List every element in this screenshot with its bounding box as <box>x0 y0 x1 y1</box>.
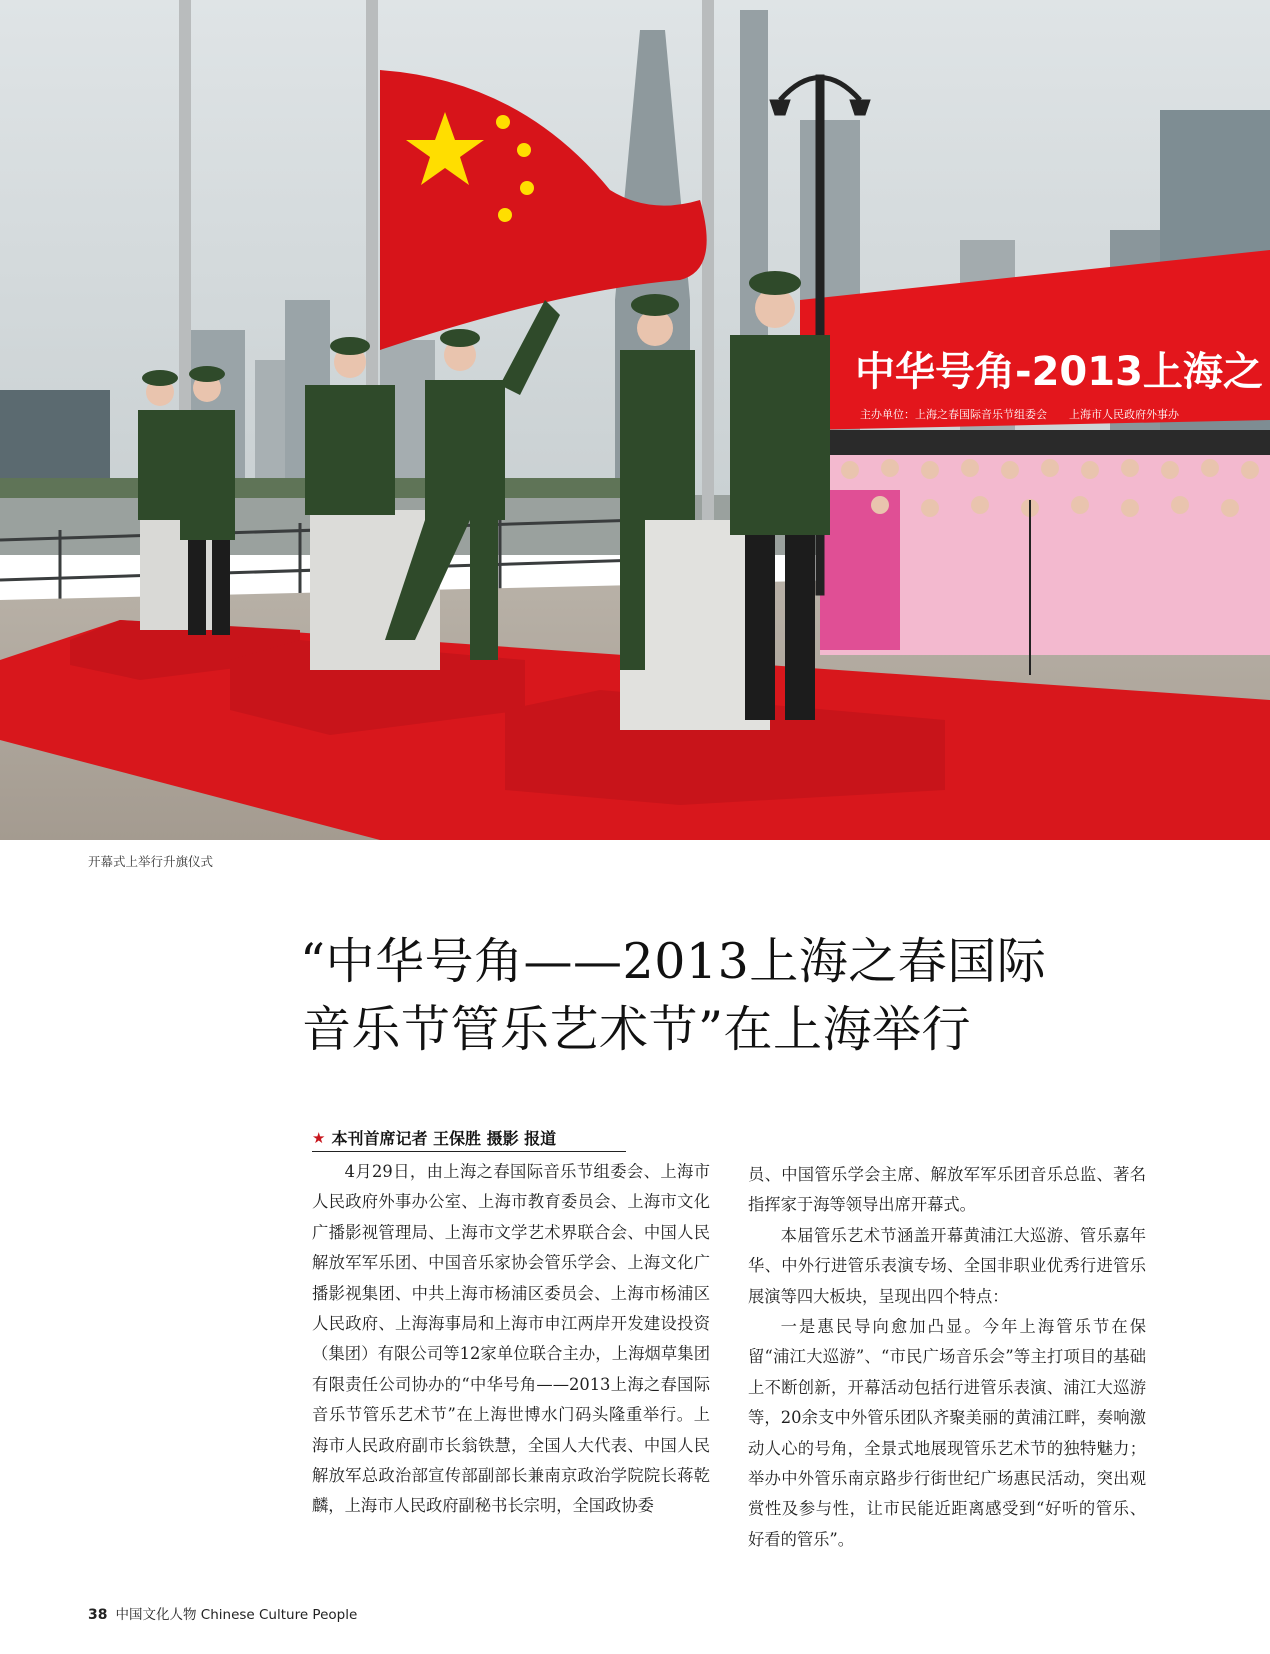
article-title-line-2: 音乐节管乐艺术节”在上海举行 <box>302 1001 972 1058</box>
body-paragraph: 一是惠民导向愈加凸显。今年上海管乐节在保留“浦江大巡游”、“市民广场音乐会”等主打项目的基础上不断创新，开幕活动包括行进管乐表演、浦江大巡游等，20余支中外管乐团队齐聚美丽的黄浦江畔，奏响激动人心的号角，全景式地展现管乐艺术节的独特魅力；举办中外管乐南京路步行街世纪广场惠民活动，突出观赏性及参与性，让市民能近距离感受到“好听的管乐、好看的管乐”。 <box>748 1317 1146 1549</box>
body-paragraph: 本届管乐艺术节涵盖开幕黄浦江大巡游、管乐嘉年华、中外行进管乐表演专场、全国非职业优秀行进管乐展演等四大板块，呈现出四个特点： <box>748 1225 1146 1306</box>
body-column-2 <box>748 1160 1146 1555</box>
banner-subtitle: 主办单位：上海之春国际音乐节组委会 上海市人民政府外事办 <box>860 408 1179 421</box>
photo-caption: 开幕式上举行升旗仪式 <box>88 854 214 869</box>
body-paragraph: 4月29日，由上海之春国际音乐节组委会、上海市人民政府外事办公室、上海市教育委员会、上海市文化广播影视管理局、上海市文学艺术界联合会、中国人民解放军军乐团、中国音乐家协会管乐学会、上海文化广播影视集团、中共上海市杨浦区委员会、上海市杨浦区人民政府、上海海事局和上海市申江两岸开发建设投资（集团）有限公司等12家单位联合主办，上海烟草集团有限责任公司协办的“中华号角——2013上海之春国际音乐节管乐艺术节”在上海世博水门码头隆重举行。上海市人民政府副市长翁铁慧，全国人大代表、中国人民解放军总政治部宣传部副部长兼南京政治学院院长蒋乾麟，上海市人民政府副秘书长宗明，全国政协委 <box>312 1162 710 1516</box>
magazine-name: 中国文化人物 Chinese Culture People <box>115 1607 358 1623</box>
byline-text: 本刊首席记者 王保胜 摄影 报道 <box>331 1129 557 1148</box>
page-number: 38 <box>88 1607 108 1623</box>
star-icon: ★ <box>312 1128 326 1147</box>
article-title <box>300 928 1180 1064</box>
banner-title: 中华号角-2013上海之 <box>855 349 1263 395</box>
body-paragraph-continued: 员、中国管乐学会主席、解放军军乐团音乐总监、著名指挥家于海等领导出席开幕式。 <box>748 1165 1146 1215</box>
page-footer <box>88 1603 357 1623</box>
body-column-1 <box>312 1157 710 1522</box>
byline <box>312 1126 556 1149</box>
choir <box>820 430 1270 675</box>
byline-underline <box>312 1151 626 1152</box>
article-title-line-1: “中华号角——2013上海之春国际 <box>300 933 1047 990</box>
